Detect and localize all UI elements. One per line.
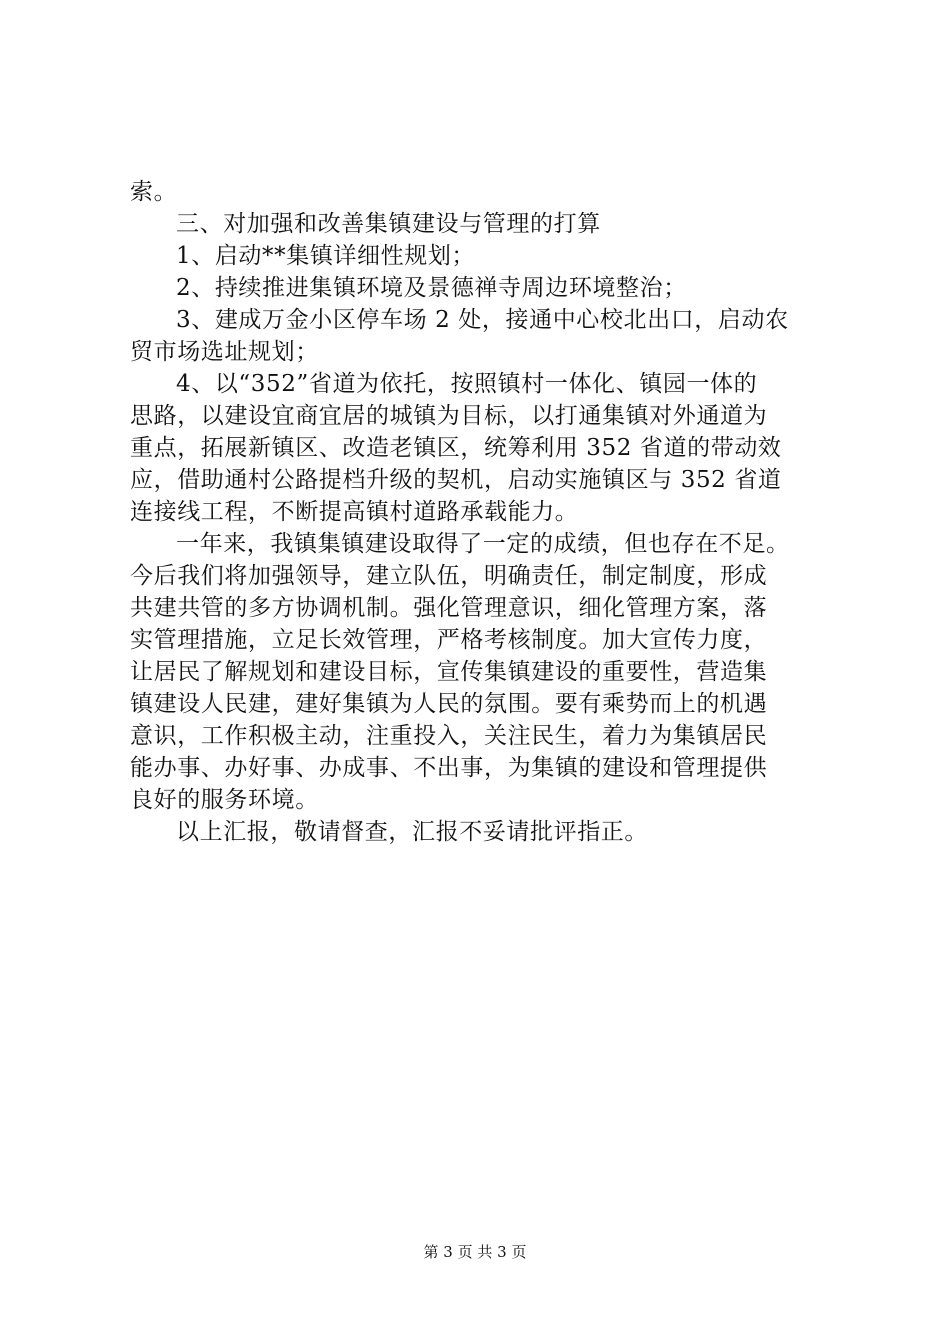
section-heading: 三、对加强和改善集镇建设与管理的打算 — [176, 211, 601, 237]
text-line: 镇建设人民建，建好集镇为人民的氛围。要有乘势而上的机遇 — [130, 691, 768, 717]
text-line: 贸市场选址规划； — [130, 339, 319, 365]
text-line: 共建共管的多方协调机制。强化管理意识，细化管理方案，落 — [130, 595, 768, 621]
text-line: 1、启动**集镇详细性规划； — [176, 243, 476, 269]
text-line: 以上汇报，敬请督查，汇报不妥请批评指正。 — [176, 819, 648, 845]
text-line: 应，借助通村公路提档升级的契机，启动实施镇区与 352 省道 — [130, 467, 782, 493]
text-line: 让居民了解规划和建设目标，宣传集镇建设的重要性，营造集 — [130, 659, 768, 685]
page-number-footer: 第 3 页 共 3 页 — [423, 1243, 527, 1261]
text-line: 4、以“352”省道为依托，按照镇村一体化、镇园一体的 — [176, 371, 758, 397]
text-line: 意识，工作积极主动，注重投入，关注民生，着力为集镇居民 — [130, 723, 768, 749]
text-line: 重点，拓展新镇区、改造老镇区，统筹利用 352 省道的带动效 — [130, 435, 782, 461]
text-line: 3、建成万金小区停车场 2 处，接通中心校北出口，启动农 — [176, 307, 789, 333]
text-line: 连接线工程，不断提高镇村道路承载能力。 — [130, 499, 579, 525]
text-line: 今后我们将加强领导，建立队伍，明确责任，制定制度，形成 — [130, 563, 768, 589]
text-line: 2、持续推进集镇环境及景德禅寺周边环境整治； — [176, 275, 687, 301]
text-line: 实管理措施，立足长效管理，严格考核制度。加大宣传力度， — [130, 627, 768, 653]
text-line: 索。 — [130, 179, 178, 205]
text-line: 能办事、办好事、办成事、不出事，为集镇的建设和管理提供 — [130, 755, 768, 781]
text-line: 一年来，我镇集镇建设取得了一定的成绩，但也存在不足。 — [176, 531, 790, 557]
text-line: 良好的服务环境。 — [130, 787, 319, 813]
text-line: 思路，以建设宜商宜居的城镇为目标，以打通集镇对外通道为 — [130, 403, 768, 429]
document-body — [130, 176, 830, 848]
